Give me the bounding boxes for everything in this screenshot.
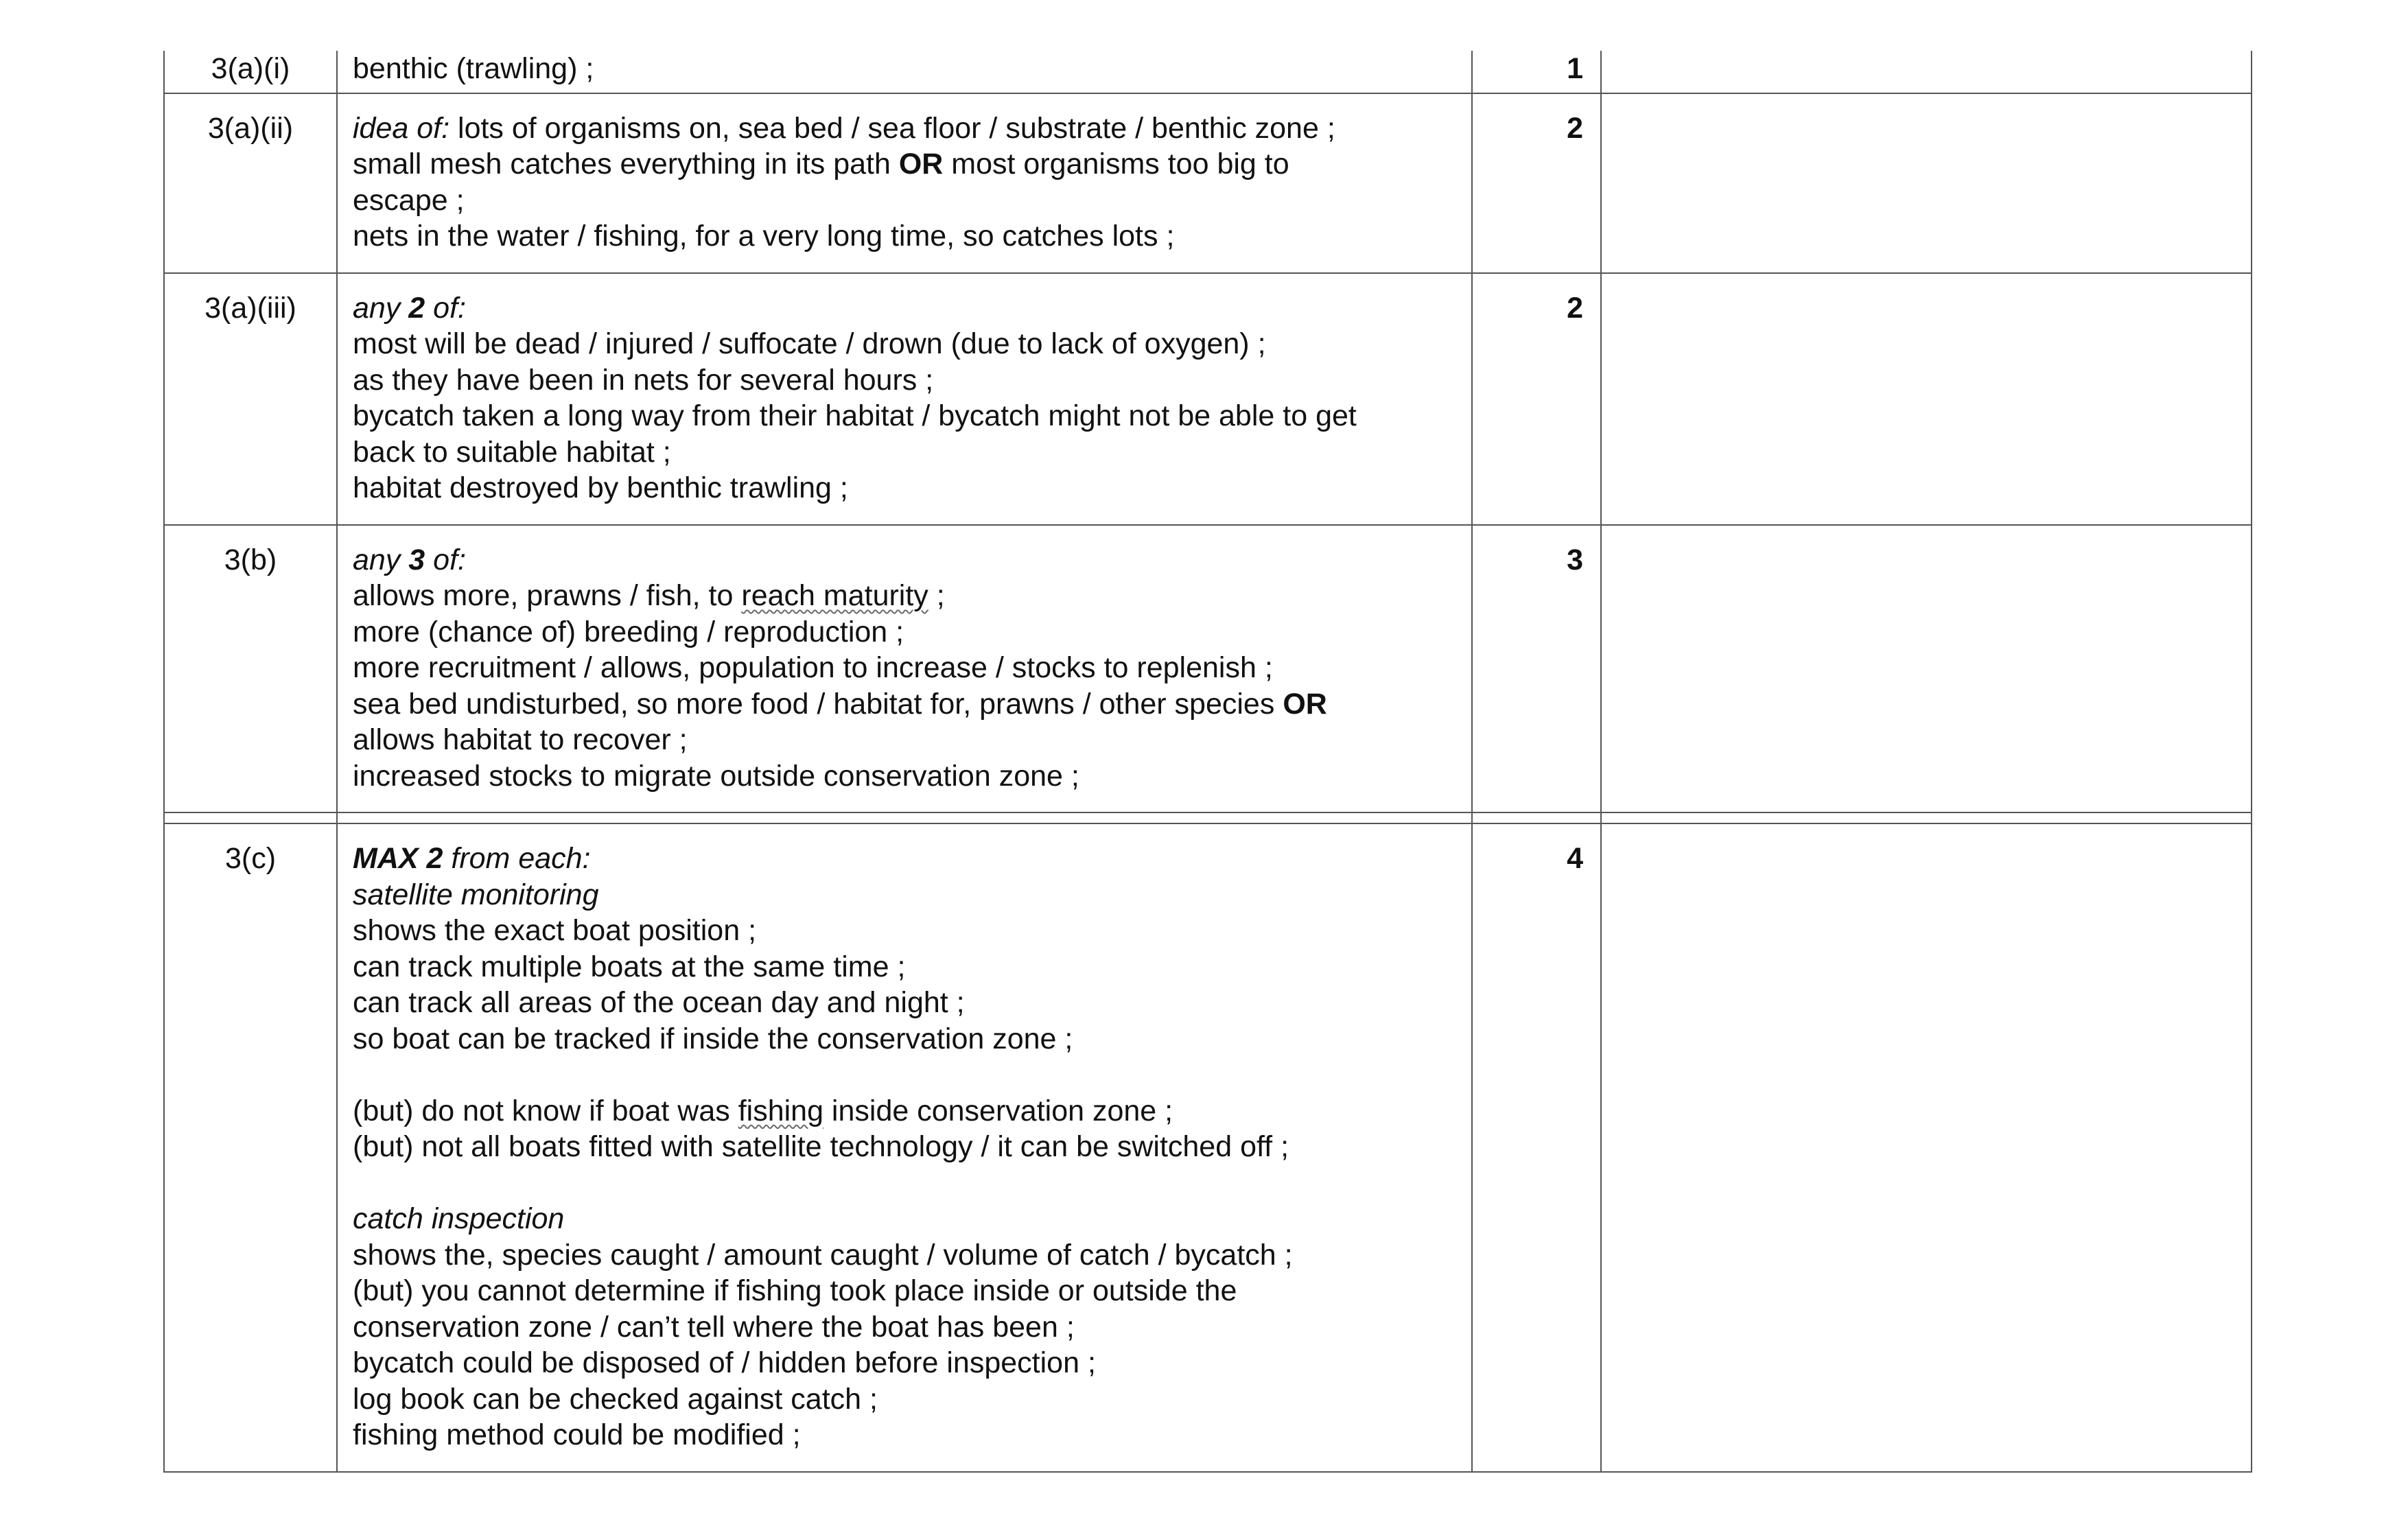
answer-line: [353, 686, 1459, 723]
answer-line: [353, 1201, 1459, 1237]
answer-line: [353, 841, 1459, 877]
answer-line: [353, 1345, 1459, 1381]
answer-line: [353, 949, 1459, 985]
answer-line: [353, 146, 1459, 183]
marks-cell: 2: [1472, 273, 1601, 525]
answer-run: as they have been in nets for several hours ;: [353, 363, 934, 397]
mark-scheme-row: [164, 93, 2252, 273]
mark-scheme-row: [164, 51, 2252, 93]
answer-line: [353, 985, 1459, 1021]
answer-run: OR: [1283, 687, 1327, 721]
answer-run: shows the exact boat position ;: [353, 914, 757, 947]
guidance-cell: [1601, 93, 2252, 273]
answer-run: any: [353, 291, 409, 325]
answer-run: satellite monitoring: [353, 878, 599, 911]
answer-line: [353, 913, 1459, 949]
answer-run: conservation zone / can’t tell where the boat has been ;: [353, 1310, 1075, 1344]
answer-line: [353, 1417, 1459, 1453]
answer-run: any: [353, 543, 409, 576]
answer-line: [353, 434, 1459, 471]
answer-run: (but) not all boats fitted with satellite technology / it can be switched off ;: [353, 1130, 1289, 1163]
answer-run: shows the, species caught / amount caught / volume of catch / bycatch ;: [353, 1238, 1293, 1272]
answer-run: bycatch could be disposed of / hidden before inspection ;: [353, 1346, 1096, 1379]
answer-line: [353, 1093, 1459, 1130]
guidance-cell: [1601, 525, 2252, 813]
answer-run: of:: [425, 543, 466, 576]
answer-line: [353, 1309, 1459, 1346]
answer-line: [353, 398, 1459, 434]
answer-line: [353, 110, 1459, 147]
answer-line: [353, 290, 1459, 327]
marks-cell: 3: [1472, 525, 1601, 813]
question-number: 3(a)(i): [164, 51, 337, 93]
answer-run: from each:: [443, 842, 591, 875]
answer-run: habitat destroyed by benthic trawling ;: [353, 471, 848, 504]
answer-run: MAX 2: [353, 842, 443, 875]
question-number: 3(b): [164, 525, 337, 813]
answer-text: [337, 93, 1472, 273]
answer-run: more (chance of) breeding / reproduction ;: [353, 615, 904, 648]
answer-text: [337, 51, 1472, 93]
answer-run: bycatch taken a long way from their habitat / bycatch might not be able to get: [353, 399, 1357, 432]
answer-run: most will be dead / injured / suffocate / drown (due to lack of oxygen) ;: [353, 327, 1266, 360]
answer-run: most organisms too big to: [943, 148, 1289, 180]
answer-line: [353, 362, 1459, 399]
answer-run: (but) do not know if boat was: [353, 1094, 738, 1127]
answer-run: can track multiple boats at the same time ;: [353, 950, 906, 983]
mark-scheme-row: [164, 823, 2252, 1472]
blank-line: [353, 1165, 1459, 1202]
answer-run: nets in the water / fishing, for a very long time, so catches lots ;: [353, 220, 1175, 253]
question-number: 3(c): [164, 823, 337, 1472]
marks-cell: 2: [1472, 93, 1601, 273]
answer-run: more recruitment / allows, population to increase / stocks to replenish ;: [353, 651, 1273, 684]
answer-run: (but) you cannot determine if fishing took place inside or outside the: [353, 1274, 1237, 1307]
answer-line: [353, 650, 1459, 686]
answer-run: escape ;: [353, 183, 465, 217]
guidance-cell: [1601, 51, 2252, 93]
answer-run: small mesh catches everything in its path: [353, 148, 899, 180]
answer-line: [353, 614, 1459, 651]
answer-line: [353, 758, 1459, 795]
answer-run: increased stocks to migrate outside conservation zone ;: [353, 759, 1079, 793]
answer-run: catch inspection: [353, 1202, 565, 1235]
answer-line: [353, 722, 1459, 758]
answer-run: fishing method could be modified ;: [353, 1418, 801, 1451]
answer-line: [353, 877, 1459, 913]
marks-cell: 1: [1472, 51, 1601, 93]
answer-line: [353, 183, 1459, 219]
answer-run: back to suitable habitat ;: [353, 435, 671, 469]
answer-run: inside conservation zone ;: [823, 1094, 1173, 1127]
question-number: 3(a)(iii): [164, 273, 337, 525]
mark-scheme-row: [164, 273, 2252, 525]
answer-run: 3: [408, 543, 425, 576]
answer-run: benthic (trawling) ;: [353, 52, 594, 85]
guidance-cell: [1601, 273, 2252, 525]
answer-text: [337, 273, 1472, 525]
answer-run: ;: [928, 579, 945, 612]
answer-run: fishing: [738, 1094, 823, 1127]
answer-line: [353, 1273, 1459, 1309]
mark-scheme-row: [164, 525, 2252, 813]
answer-run: OR: [898, 148, 944, 180]
answer-line: [353, 326, 1459, 362]
answer-run: idea of:: [353, 111, 450, 145]
answer-text: [337, 525, 1472, 813]
mark-scheme-table: [163, 51, 2252, 1473]
row-divider: [164, 812, 2252, 823]
guidance-cell: [1601, 823, 2252, 1472]
answer-run: can track all areas of the ocean day and night ;: [353, 986, 965, 1019]
blank-line: [353, 1057, 1459, 1093]
answer-run: 2: [408, 291, 425, 325]
answer-run: sea bed undisturbed, so more food / habitat for, prawns / other species: [353, 687, 1283, 721]
marks-cell: 4: [1472, 823, 1601, 1472]
answer-run: allows more, prawns / fish, to: [353, 579, 742, 612]
answer-line: [353, 51, 1459, 87]
answer-run: so boat can be tracked if inside the conservation zone ;: [353, 1022, 1073, 1055]
answer-text: [337, 823, 1472, 1472]
answer-line: [353, 1381, 1459, 1418]
answer-line: [353, 470, 1459, 506]
question-number: 3(a)(ii): [164, 93, 337, 273]
answer-line: [353, 1237, 1459, 1274]
answer-run: reach maturity: [741, 579, 928, 612]
answer-line: [353, 578, 1459, 614]
answer-run: log book can be checked against catch ;: [353, 1382, 878, 1416]
answer-line: [353, 218, 1459, 255]
answer-run: allows habitat to recover ;: [353, 723, 688, 756]
answer-line: [353, 1129, 1459, 1165]
answer-line: [353, 1021, 1459, 1057]
answer-line: [353, 542, 1459, 578]
answer-run: lots of organisms on, sea bed / sea floor / substrate / benthic zone ;: [449, 111, 1335, 145]
answer-run: of:: [425, 291, 466, 325]
